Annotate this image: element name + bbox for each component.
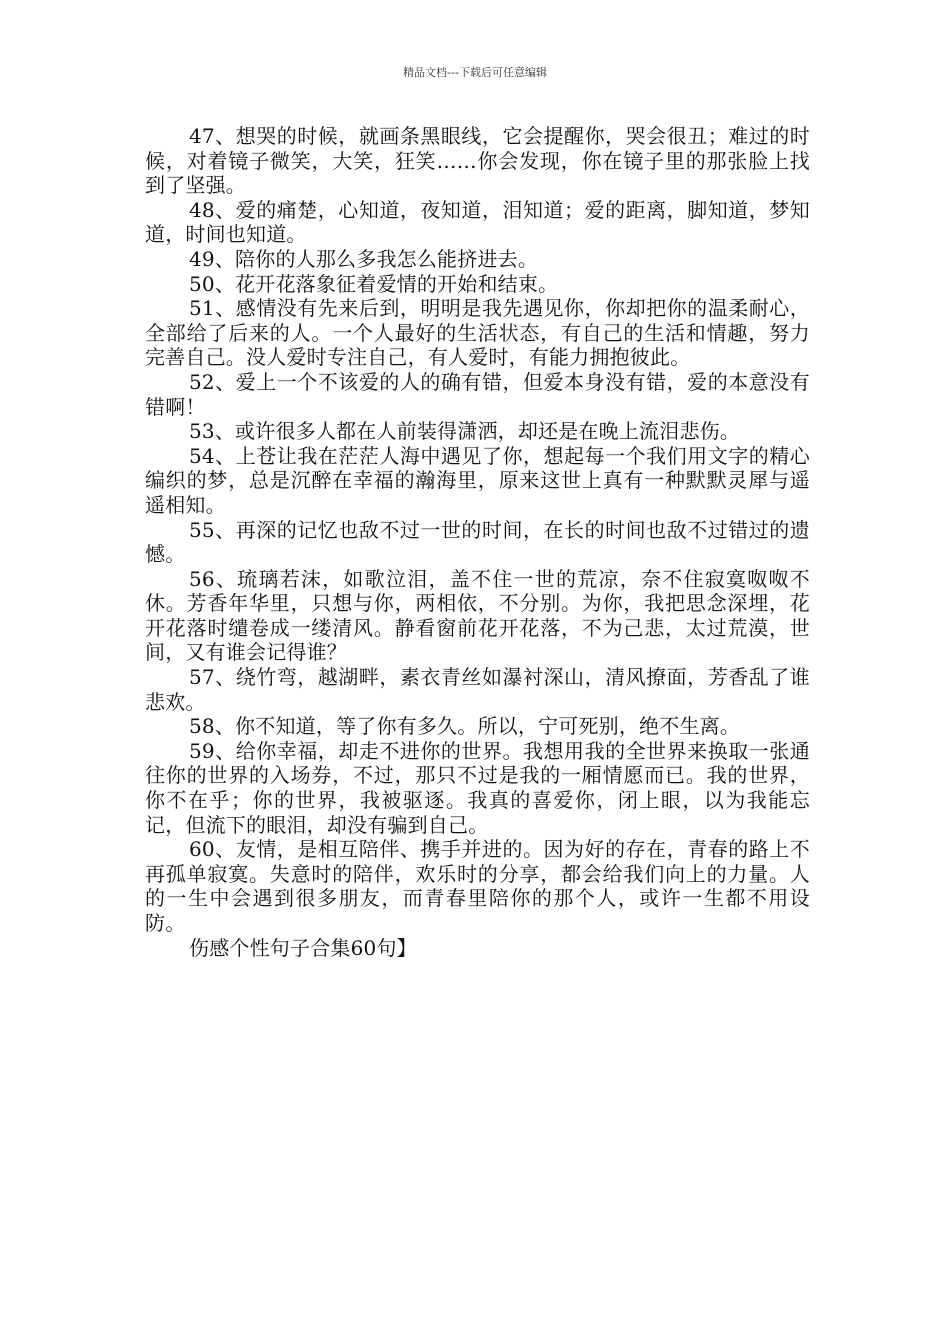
paragraph-59: 59、给你幸福，却走不进你的世界。我想用我的全世界来换取一张通往你的世界的入场券，不过，那只不过是我的一厢情愿而已。我的世界，你不在乎；你的世界，我被驱逐。我真的喜爱你，闭上眼，以为我能忘记，但流下的眼泪，却没有骗到自己。 — [145, 738, 810, 837]
paragraph-57: 57、绕竹弯，越湖畔，素衣青丝如瀑衬深山，清风撩面，芳香乱了谁悲欢。 — [145, 665, 810, 714]
document-body — [145, 124, 810, 960]
paragraph-48: 48、爱的痛楚，心知道，夜知道，泪知道；爱的距离，脚知道，梦知道，时间也知道。 — [145, 197, 810, 247]
page-header: 精品文档---下载后可任意编辑 — [403, 66, 547, 79]
paragraph-52: 52、爱上一个不该爱的人的确有错，但爱本身没有错，爱的本意没有错啊！ — [145, 369, 810, 419]
paragraph-51: 51、感情没有先来后到，明明是我先遇见你，你却把你的温柔耐心，全部给了后来的人。一个人最好的生活状态，有自己的生活和情趣，努力完善自己。没人爱时专注自己，有人爱时，有能力拥抱彼此。 — [145, 296, 810, 370]
paragraph-53: 53、或许很多人都在人前装得潇洒，却还是在晚上流泪悲伤。 — [189, 419, 741, 444]
closing-line: 伤感个性句子合集60句】 — [189, 935, 417, 960]
paragraph-49: 49、陪你的人那么多我怎么能挤进去。 — [189, 246, 539, 271]
paragraph-56: 56、琉璃若沫，如歌泣泪，盖不住一世的荒凉，奈不住寂寞呶呶不休。芳香年华里，只想与你，两相依，不分别。为你，我把思念深埋，花开花落时缱卷成一缕清风。静看窗前花开花落，不为己悲，太过荒漠，世间，又有谁会记得谁？ — [145, 566, 810, 665]
paragraph-50: 50、花开花落象征着爱情的开始和结束。 — [189, 271, 559, 296]
paragraph-47: 47、想哭的时候，就画条黑眼线，它会提醒你，哭会很丑；难过的时候，对着镜子微笑，大笑，狂笑……你会发现，你在镜子里的那张脸上找到了坚强。 — [145, 124, 810, 198]
paragraph-54: 54、上苍让我在茫茫人海中遇见了你，想起每一个我们用文字的精心编织的梦，总是沉醉在幸福的瀚海里，原来这世上真有一种默默灵犀与遥遥相知。 — [145, 443, 810, 517]
paragraph-58: 58、你不知道，等了你有多久。所以，宁可死别，绝不生离。 — [189, 714, 741, 739]
paragraph-60: 60、友情，是相互陪伴、携手并进的。因为好的存在，青春的路上不再孤单寂寞。失意时的陪伴，欢乐时的分享，都会给我们向上的力量。人的一生中会遇到很多朋友，而青春里陪你的那个人，或许一生都不用设防。 — [145, 837, 810, 935]
paragraph-55: 55、再深的记忆也敌不过一世的时间，在长的时间也敌不过错过的遗憾。 — [145, 517, 810, 567]
